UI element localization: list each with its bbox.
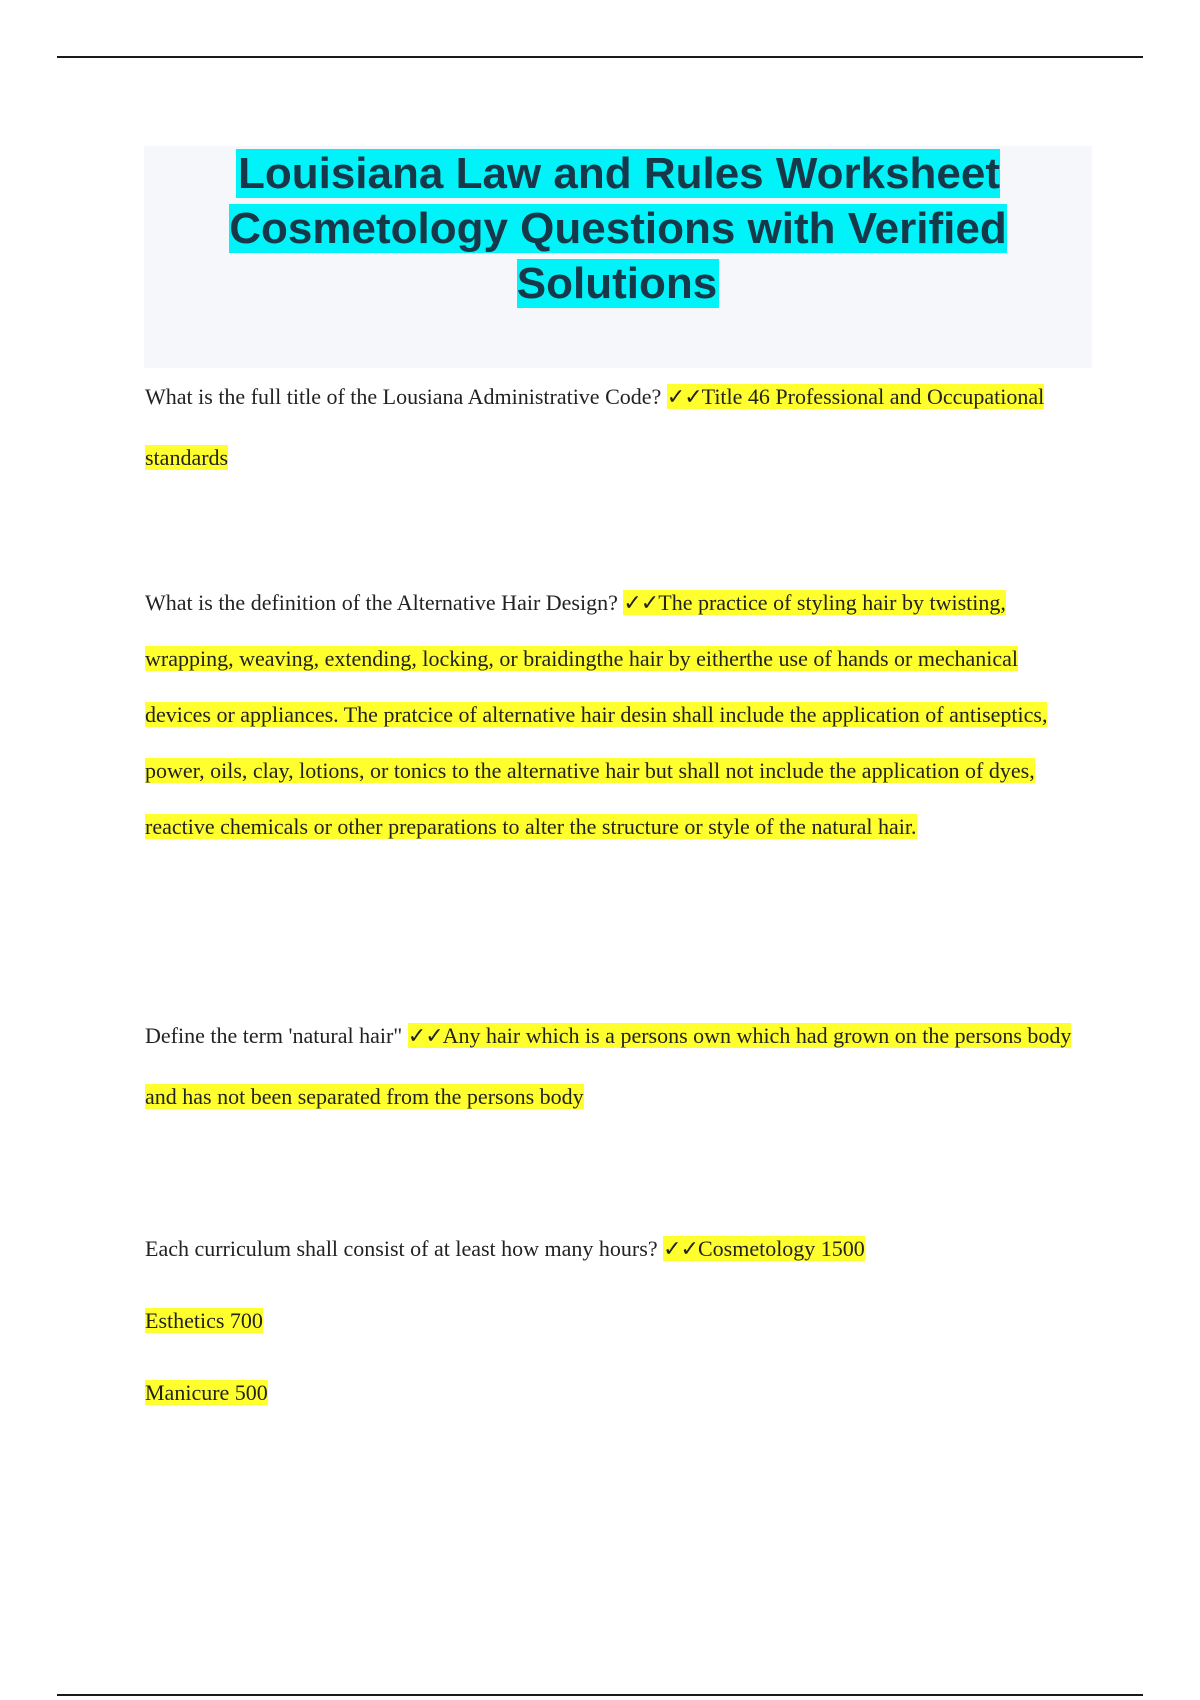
answer-text: Any hair which is a persons own which had grown on the persons body and has not been separated from the persons body <box>145 1023 1072 1109</box>
question-text: What is the definition of the Alternative Hair Design? <box>145 590 618 615</box>
footer-rule <box>57 1694 1143 1696</box>
question-text: Define the term 'natural hair" <box>145 1023 403 1048</box>
answer-text: Title 46 Professional and Occupational standards <box>145 384 1045 470</box>
check-mark-icon: ✓✓ <box>407 1023 443 1048</box>
qa-item <box>145 1213 1080 1429</box>
answer-line: Esthetics 700 <box>145 1308 263 1333</box>
check-mark-icon: ✓✓ <box>663 1236 698 1261</box>
answer-line: Cosmetology 1500 <box>697 1236 865 1261</box>
question-text: What is the full title of the Lousiana Administrative Code? <box>145 384 662 409</box>
title-highlight: Louisiana Law and Rules Worksheet Cosmetology Questions with Verified Solutions <box>229 149 1007 308</box>
header-rule <box>57 56 1143 58</box>
answer-highlight <box>145 590 1047 839</box>
check-mark-icon: ✓✓ <box>666 384 702 409</box>
check-mark-icon: ✓✓ <box>623 590 659 615</box>
answer-line: Manicure 500 <box>145 1380 268 1405</box>
qa-item <box>145 1005 1080 1127</box>
qa-item <box>145 366 1080 488</box>
question-text: Each curriculum shall consist of at least how many hours? <box>145 1236 658 1261</box>
answer-text: The practice of styling hair by twisting, wrapping, weaving, extending, locking, or braidingthe hair by eitherthe use of hands or mechanical devices or appliances. The pratcice of alternative hair desin shall include the application of antiseptics, power, oils, clay, lotions, or tonics to the alternative hair but shall not include the application of dyes, reactive chemicals or other preparations to alter the structure or style of the natural hair. <box>145 590 1048 839</box>
answer-highlight <box>663 1236 865 1261</box>
document-title <box>144 146 1092 311</box>
qa-item <box>145 575 1080 855</box>
